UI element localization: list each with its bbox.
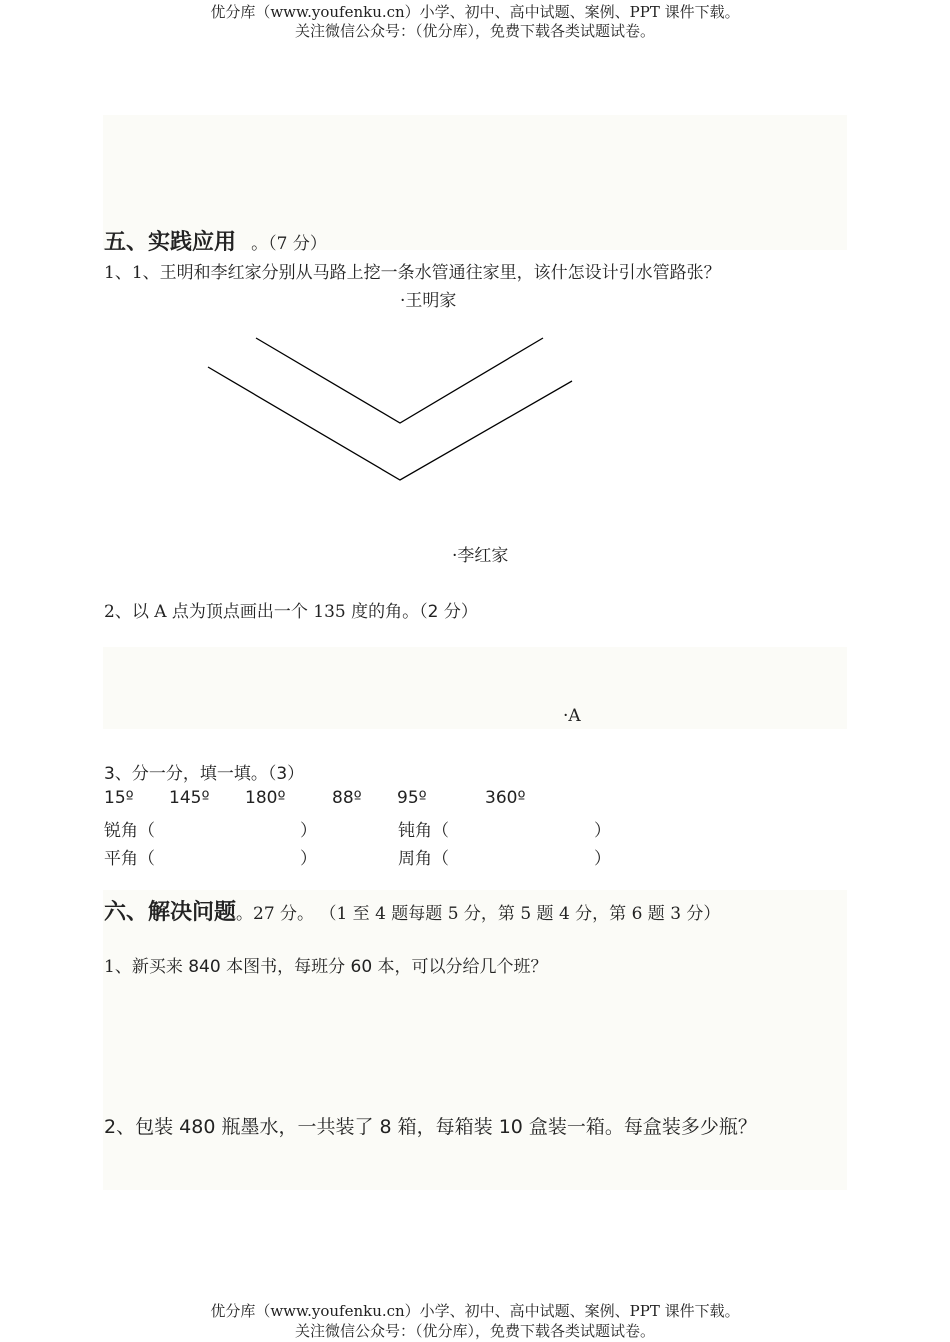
- section6-heading: [104, 895, 720, 926]
- question5-2-score: 2: [427, 602, 439, 622]
- lihong-home-label: ·李红家: [452, 546, 509, 566]
- q6-2-part: 盒装一箱。每盒装多少瓶？: [522, 1116, 757, 1138]
- q6-2-number: 2: [104, 1116, 117, 1138]
- angle-value-6: 360º: [485, 788, 526, 808]
- q6-2-number: 480: [179, 1116, 216, 1138]
- question5-3-title: 3、分一分，填一填。（3）: [104, 764, 305, 784]
- road-diagram: [0, 0, 950, 600]
- q6-1-part: 1、新买来: [104, 957, 189, 977]
- q6-1-number: 840: [188, 957, 221, 977]
- full-angle-label: 周角（: [398, 849, 449, 869]
- page-header-line1: 优分库（www.youfenku.cn）小学、初中、高中试题、案例、PPT 课件下载。: [210, 3, 740, 21]
- section5-score: 。（7 分）: [251, 234, 327, 254]
- angle-value-3: 180º: [245, 788, 286, 808]
- q6-1-part: 本，可以分给几个班？: [372, 957, 548, 977]
- drawing-area-band: [103, 647, 847, 729]
- acute-angle-close: ）: [300, 821, 317, 841]
- section6-score: 。27 分。 （1 至 4 题每题 5 分，第 5 题 4 分，第 6 题 3 分）: [236, 904, 721, 924]
- angle-value-1: 15º: [104, 788, 134, 808]
- obtuse-angle-label: 钝角（: [398, 821, 449, 841]
- question5-2-prefix: 2、以 A 点为顶点画出一个 135 度的角。（: [104, 602, 428, 622]
- page-header-line2: 关注微信公众号：（优分库），免费下载各类试题试卷。: [294, 22, 655, 40]
- question6-1-text: [104, 952, 548, 977]
- acute-angle-label: 锐角（: [104, 821, 155, 841]
- angle-value-2: 145º: [169, 788, 210, 808]
- question5-1-text: 1、1、王明和李红家分别从马路上挖一条水管通往家里，该什怎设计引水管路张？: [104, 263, 721, 283]
- question5-2-suffix: 分）: [438, 602, 478, 622]
- road-edge-upper: [256, 338, 543, 423]
- road-edge-lower: [208, 367, 572, 480]
- q6-1-number: 60: [350, 957, 373, 977]
- question6-2-text: [104, 1112, 757, 1139]
- q6-2-number: 8: [379, 1116, 392, 1138]
- page-footer-line1: 优分库（www.youfenku.cn）小学、初中、高中试题、案例、PPT 课件下载。: [210, 1302, 740, 1320]
- straight-angle-close: ）: [300, 849, 317, 869]
- q6-2-part: 箱，每箱装: [391, 1116, 499, 1138]
- angle-value-4: 88º: [332, 788, 362, 808]
- obtuse-angle-close: ）: [594, 821, 611, 841]
- q6-2-part: 、包装: [116, 1116, 180, 1138]
- q6-1-part: 本图书，每班分: [220, 957, 351, 977]
- page-footer-line2: 关注微信公众号：（优分库），免费下载各类试题试卷。: [294, 1322, 655, 1340]
- q6-2-part: 瓶墨水，一共装了: [215, 1116, 380, 1138]
- answer-area-band-2: [103, 890, 847, 1190]
- wangming-home-label: ·王明家: [400, 291, 457, 311]
- straight-angle-label: 平角（: [104, 849, 155, 869]
- question5-2-text: [104, 597, 478, 622]
- point-a-label: ·A: [563, 706, 581, 726]
- q6-2-number: 10: [498, 1116, 523, 1138]
- full-angle-close: ）: [594, 849, 611, 869]
- angle-value-5: 95º: [397, 788, 427, 808]
- section6-title: 六、解决问题: [104, 900, 237, 925]
- section5-title: 五、实践应用: [104, 230, 237, 255]
